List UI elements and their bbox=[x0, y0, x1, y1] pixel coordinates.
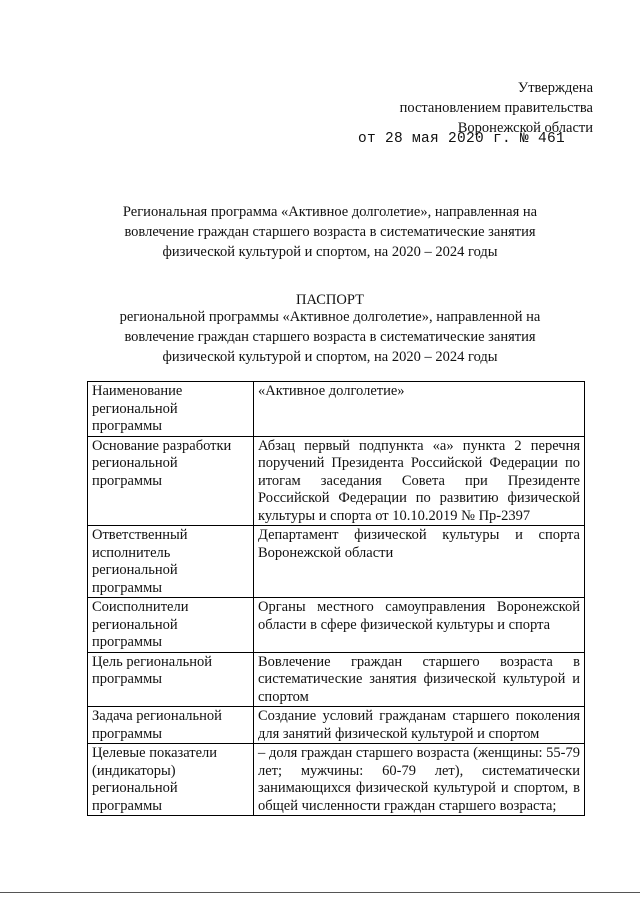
row-label: Основание разработки региональной программы bbox=[88, 436, 254, 526]
table-row bbox=[88, 436, 585, 526]
row-label: Задача региональной программы bbox=[88, 707, 254, 744]
approval-line-1: Утверждена bbox=[517, 80, 593, 96]
program-title bbox=[60, 202, 600, 262]
table-row bbox=[88, 707, 585, 744]
program-title-line-3: физической культурой и спортом, на 2020 – 2024 годы bbox=[162, 244, 498, 260]
row-label: Наименование региональной программы bbox=[88, 382, 254, 437]
passport-table-wrapper bbox=[87, 381, 585, 816]
row-value: Вовлечение граждан старшего возраста в систематические занятия физической культурой и спортом bbox=[254, 652, 585, 707]
approval-line-2: постановлением правительства bbox=[399, 100, 593, 116]
row-label: Цель региональной программы bbox=[88, 652, 254, 707]
approval-block bbox=[400, 78, 593, 138]
row-label: Соисполнители региональной программы bbox=[88, 598, 254, 653]
table-row bbox=[88, 652, 585, 707]
approval-line-3: Воронежской области bbox=[457, 120, 593, 136]
row-value: Абзац первый подпункта «а» пункта 2 перечня поручений Президента Российской Федерации по итогам заседания Совета при Президенте Российской Федерации по развитию физической культуры и спорта от 10.10.2019 № Пр-2397 bbox=[254, 436, 585, 526]
table-row bbox=[88, 598, 585, 653]
passport-subtitle bbox=[60, 307, 600, 367]
row-value: – доля граждан старшего возраста (женщины: 55-79 лет; мужчины: 60-79 лет), систематически занимающихся физической культурой и спортом, в общей численности граждан старшего возраста; bbox=[254, 744, 585, 816]
row-value: Департамент физической культуры и спорта Воронежской области bbox=[254, 526, 585, 598]
row-value: «Активное долголетие» bbox=[254, 382, 585, 437]
program-title-line-1: Региональная программа «Активное долголетие», направленная на bbox=[122, 204, 538, 220]
table-row bbox=[88, 744, 585, 816]
passport-heading: ПАСПОРТ bbox=[296, 292, 364, 308]
row-label: Ответственный исполнитель региональной программы bbox=[88, 526, 254, 598]
passport-subtitle-line-3: физической культурой и спортом, на 2020 – 2024 годы bbox=[162, 349, 498, 365]
row-label: Целевые показатели (индикаторы) региональной программы bbox=[88, 744, 254, 816]
passport-subtitle-line-1: региональной программы «Активное долголетие», направленной на bbox=[119, 309, 541, 325]
row-value: Органы местного самоуправления Воронежской области в сфере физической культуры и спорта bbox=[254, 598, 585, 653]
table-row bbox=[88, 382, 585, 437]
passport-table bbox=[87, 381, 585, 816]
page-bottom-rule bbox=[0, 892, 640, 893]
row-value: Создание условий гражданам старшего поколения для занятий физической культурой и спортом bbox=[254, 707, 585, 744]
passport-subtitle-line-2: вовлечение граждан старшего возраста в систематические занятия bbox=[124, 329, 536, 345]
approval-date: от 28 мая 2020 г. № 461 bbox=[358, 131, 566, 147]
table-row bbox=[88, 526, 585, 598]
program-title-line-2: вовлечение граждан старшего возраста в систематические занятия bbox=[124, 224, 536, 240]
